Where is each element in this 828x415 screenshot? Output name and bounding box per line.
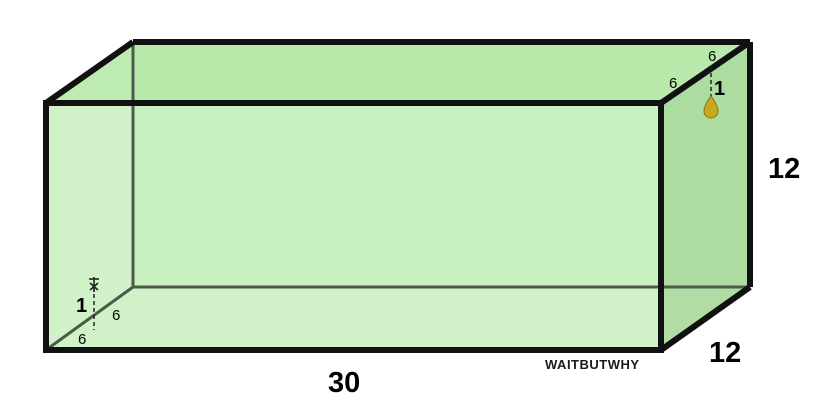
- top-face: [46, 42, 750, 103]
- front-face: [46, 103, 661, 350]
- drop-vertical-value: 1: [714, 78, 726, 100]
- bug-horizontal-value-a: 6: [112, 307, 121, 324]
- height-label: 12: [768, 153, 801, 185]
- bug-vertical-value: 1: [76, 295, 88, 317]
- box-faces: [46, 42, 750, 350]
- bug-icon: [89, 277, 99, 292]
- bug-horizontal-value-b: 6: [78, 331, 87, 348]
- credit-text: WAITBUTWHY: [545, 357, 640, 372]
- length-label: 30: [328, 367, 361, 399]
- drop-horizontal-value-b: 6: [669, 75, 678, 92]
- drop-horizontal-value-a: 6: [708, 48, 717, 65]
- depth-label: 12: [709, 337, 742, 369]
